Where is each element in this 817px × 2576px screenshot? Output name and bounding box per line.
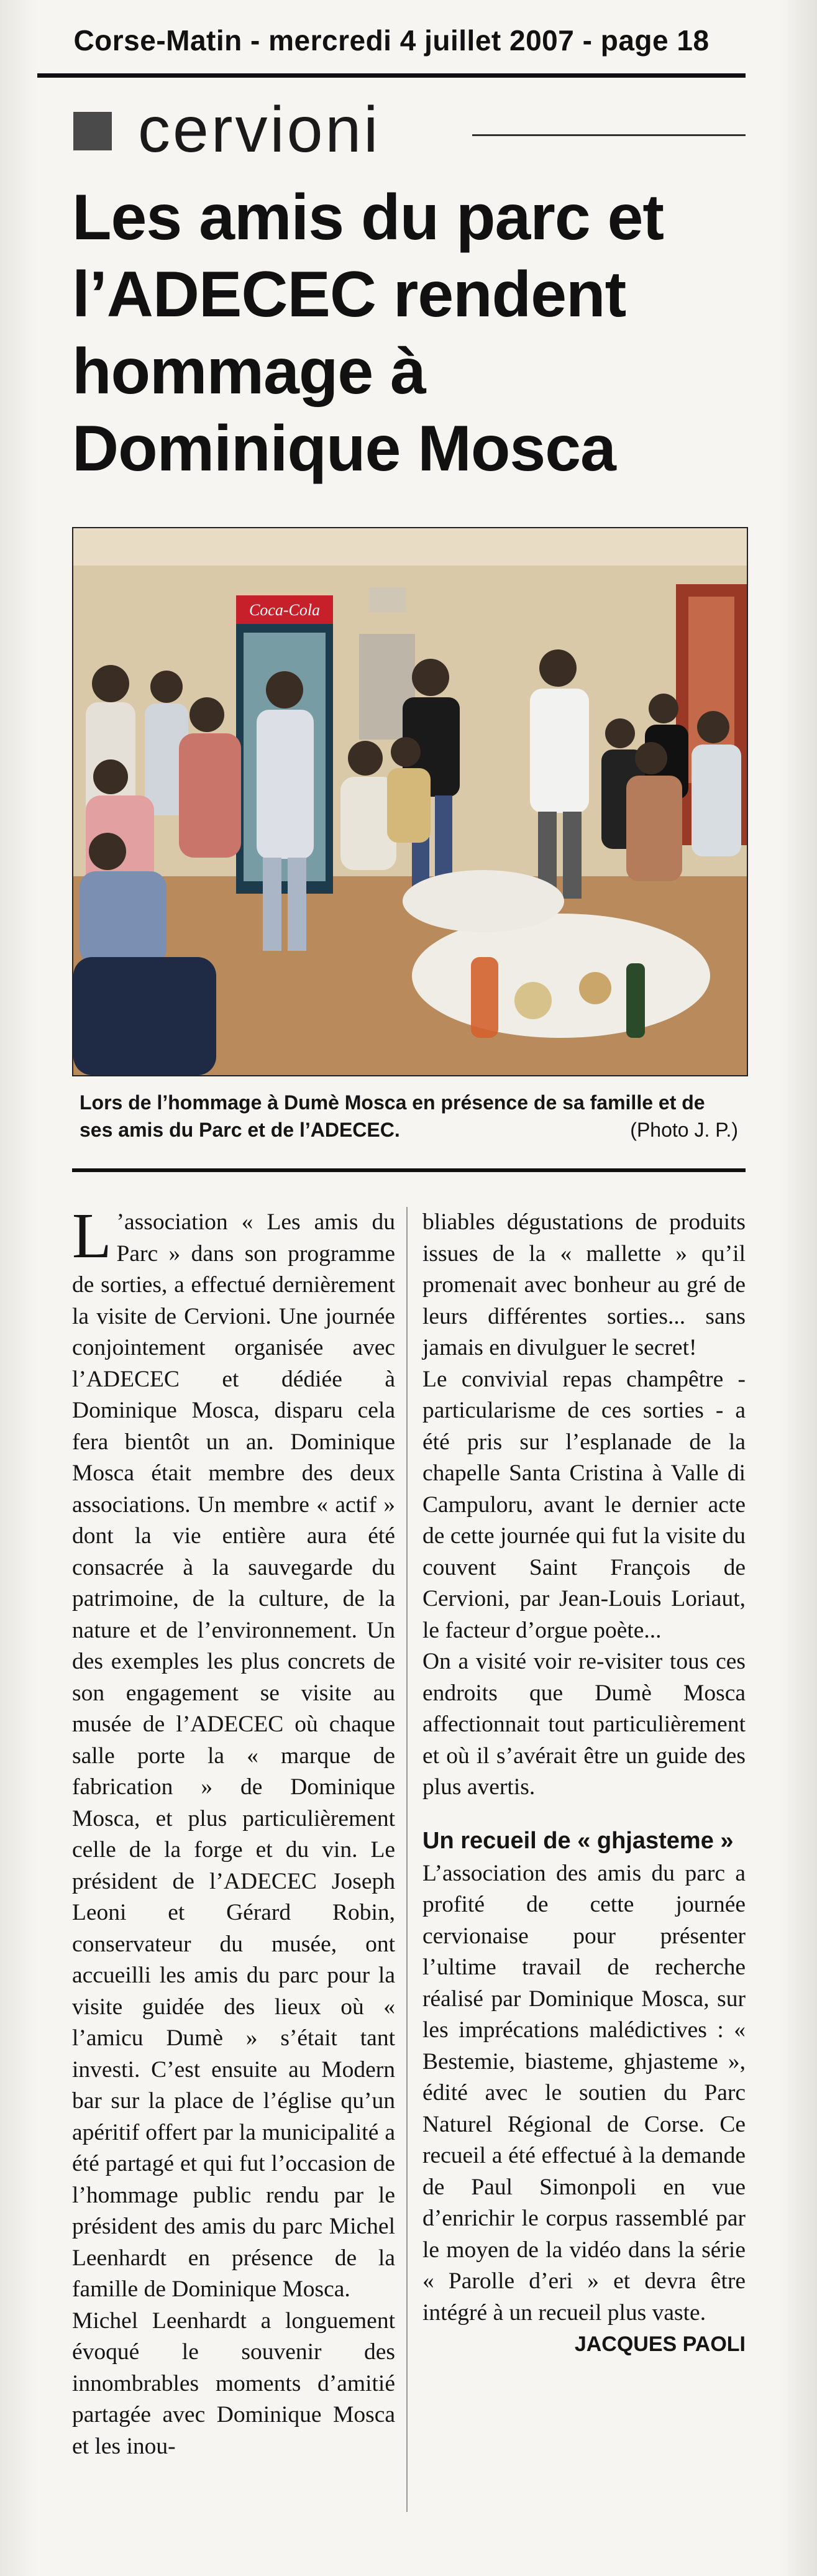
page-header: Corse-Matin - mercredi 4 juillet 2007 - page 18 (73, 24, 710, 57)
article-photo (72, 527, 748, 1076)
column-divider (406, 1207, 408, 2512)
body-paragraph-1-text: ’association « Les amis du Parc » dans son programme de sorties, a effectué dernièrement la visite de Cervioni. Une journée conjointement organisée avec l’ADECEC et dédiée à Dominique Mosca, disparu cela fera bientôt un an. Dominique Mosca était membre des deux associations. Un membre « actif » dont la vie entière aura été consacrée à la sauvegarde du patrimoine, de la culture, de la nature et de l’environnement. Un des exemples les plus concrets de son engagement se visite au musée de l’ADECEC où chaque salle porte la « marque de fabrication » de Dominique Mosca, et plus particulièrement celle de la forge et du vin. Le président de l’ADECEC Joseph Leoni et Gérard Robin, conservateur du musée, ont accueilli les amis du parc pour la visite guidée des lieux où « l’amicu Dumè » s’était tant investi. C’est ensuite au Modern bar sur la place de l’église qu’un apéritif offert par la municipalité a été partagé et qui fut l’occasion de l’hommage public rendu par le président des amis du parc Michel Leenhardt en présence de la famille de Dominique Mosca. (72, 1209, 395, 2302)
body-paragraph-3: bliables dégustations de produits issues de la « mallette » qu’il promenait avec bonheur au gré de leurs différentes sorties... sans jamais en divulguer le secret! (422, 1209, 746, 1360)
header-rule (37, 73, 746, 78)
article-column-right (422, 1207, 746, 2360)
caption-text: Lors de l’hommage à Dumè Mosca en présence de sa famille et de ses amis du Parc et de l’ADECEC. (80, 1091, 705, 1141)
group-photo-illustration (73, 528, 747, 1075)
headline: Les amis du parc et l’ADECEC rendent hommage à Dominique Mosca (72, 181, 664, 485)
photo-caption (80, 1089, 738, 1144)
kicker-rule (472, 134, 746, 136)
body-paragraph-2: Michel Leenhardt a longuement évoqué le souvenir des innombrables moments d’amitié partagée avec Dominique Mosca et les inou- (72, 2308, 395, 2459)
article-column-left (72, 1200, 395, 2462)
caption-rule (72, 1168, 746, 1172)
subheading: Un recueil de « ghjasteme » (422, 1827, 734, 1854)
photo-credit: (Photo J. P.) (630, 1119, 738, 1141)
cola-sign-text: Coca-Cola (249, 601, 321, 619)
body-paragraph-6: L’association des amis du parc a profité de cette journée cervionaise pour présenter l’ultime travail de recherche réalisé par Dominique Mosca, sur les imprécations malédictives : « Bestemie, biasteme, ghjasteme », édité avec le soutien du Parc Naturel Régional de Corse. Ce recueil a été effectué à la demande de Paul Simonpoli en vue d’enrichir le corpus rassemblé par le moyen de la vidéo dans la série « Parolle d’eri » et devra être intégré à un recueil plus vaste. (422, 1860, 746, 2326)
body-paragraph-4: Le convivial repas champêtre - particularisme de ces sorties - a été pris sur l’esplanade de la chapelle Santa Cristina à Valle di Campuloru, avant le dernier acte de cette journée qui fut la visite du couvent Saint François de Cervioni, par Jean-Louis Loriaut, le facteur d’orgue poète... (422, 1366, 746, 1643)
body-paragraph-1 (72, 1200, 395, 2306)
body-paragraph-5: On a visité voir re-visiter tous ces endroits que Dumè Mosca affectionnait tout particulièrement et où il s’avérait être un guide des plus avertis. (422, 1649, 746, 1800)
byline: JACQUES PAOLI (574, 2332, 746, 2356)
section-kicker: cervioni (138, 94, 381, 166)
drop-cap: L (72, 1200, 112, 1272)
kicker-square-icon (73, 112, 112, 150)
